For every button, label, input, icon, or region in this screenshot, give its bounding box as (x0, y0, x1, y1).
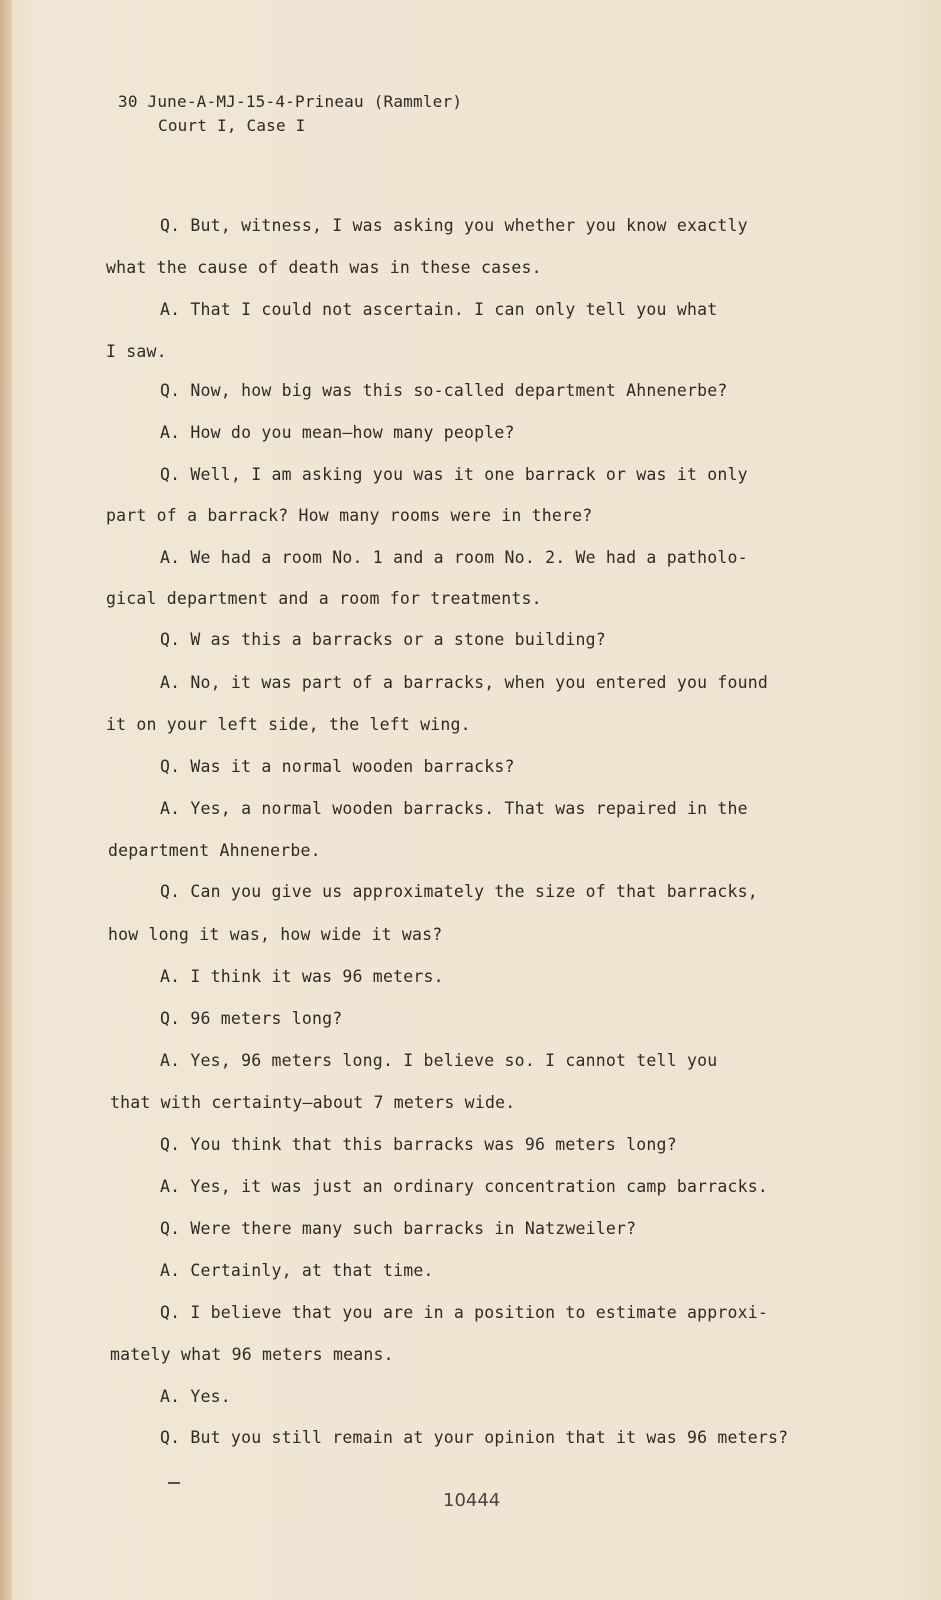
transcript-line: A. That I could not ascertain. I can only tell you what (160, 300, 718, 319)
paper-edge (0, 0, 12, 1600)
transcript-line: A. Yes. (160, 1387, 231, 1406)
transcript-line: that with certainty—about 7 meters wide. (110, 1093, 516, 1112)
transcript-line: Q. Can you give us approximately the size of that barracks, (160, 882, 758, 901)
transcript-line: Q. I believe that you are in a position to estimate approxi- (160, 1303, 769, 1322)
transcript-line: Q. But you still remain at your opinion that it was 96 meters? (160, 1428, 789, 1447)
page-number: 10444 (443, 1490, 501, 1511)
transcript-line: mately what 96 meters means. (110, 1345, 394, 1364)
transcript-line: Q. You think that this barracks was 96 meters long? (160, 1135, 677, 1154)
transcript-line: Q. Well, I am asking you was it one barrack or was it only (160, 465, 748, 484)
transcript-line: Q. 96 meters long? (160, 1009, 343, 1028)
transcript-line: A. I think it was 96 meters. (160, 967, 444, 986)
transcript-line: Q. Were there many such barracks in Natzweiler? (160, 1219, 637, 1238)
transcript-line: A. Certainly, at that time. (160, 1261, 434, 1280)
transcript-line: A. Yes, a normal wooden barracks. That was repaired in the (160, 799, 748, 818)
transcript-line: A. Yes, 96 meters long. I believe so. I cannot tell you (160, 1051, 718, 1070)
transcript-line: Q. Was it a normal wooden barracks? (160, 757, 515, 776)
transcript-line: part of a barrack? How many rooms were in there? (106, 506, 593, 525)
transcript-line: what the cause of death was in these cases. (106, 258, 542, 277)
transcript-line: how long it was, how wide it was? (108, 925, 443, 944)
transcript-line: Q. But, witness, I was asking you whether you know exactly (160, 216, 748, 235)
transcript-line: A. Yes, it was just an ordinary concentration camp barracks. (160, 1177, 769, 1196)
header-line-1: 30 June-A-MJ-15-4-Prineau (Rammler) (118, 92, 463, 111)
transcript-line: I saw. (106, 342, 167, 361)
transcript-line: A. No, it was part of a barracks, when you entered you found (160, 673, 769, 692)
transcript-line: Q. Now, how big was this so-called department Ahnenerbe? (160, 381, 728, 400)
transcript-line: gical department and a room for treatments. (106, 589, 542, 608)
transcript-line: A. We had a room No. 1 and a room No. 2. We had a patholo- (160, 548, 748, 567)
transcript-line: it on your left side, the left wing. (106, 715, 471, 734)
stray-mark (168, 1482, 180, 1484)
transcript-line: department Ahnenerbe. (108, 841, 321, 860)
transcript-line: A. How do you mean—how many people? (160, 423, 515, 442)
header-line-2: Court I, Case I (158, 116, 306, 135)
transcript-line: Q. W as this a barracks or a stone building? (160, 630, 606, 649)
